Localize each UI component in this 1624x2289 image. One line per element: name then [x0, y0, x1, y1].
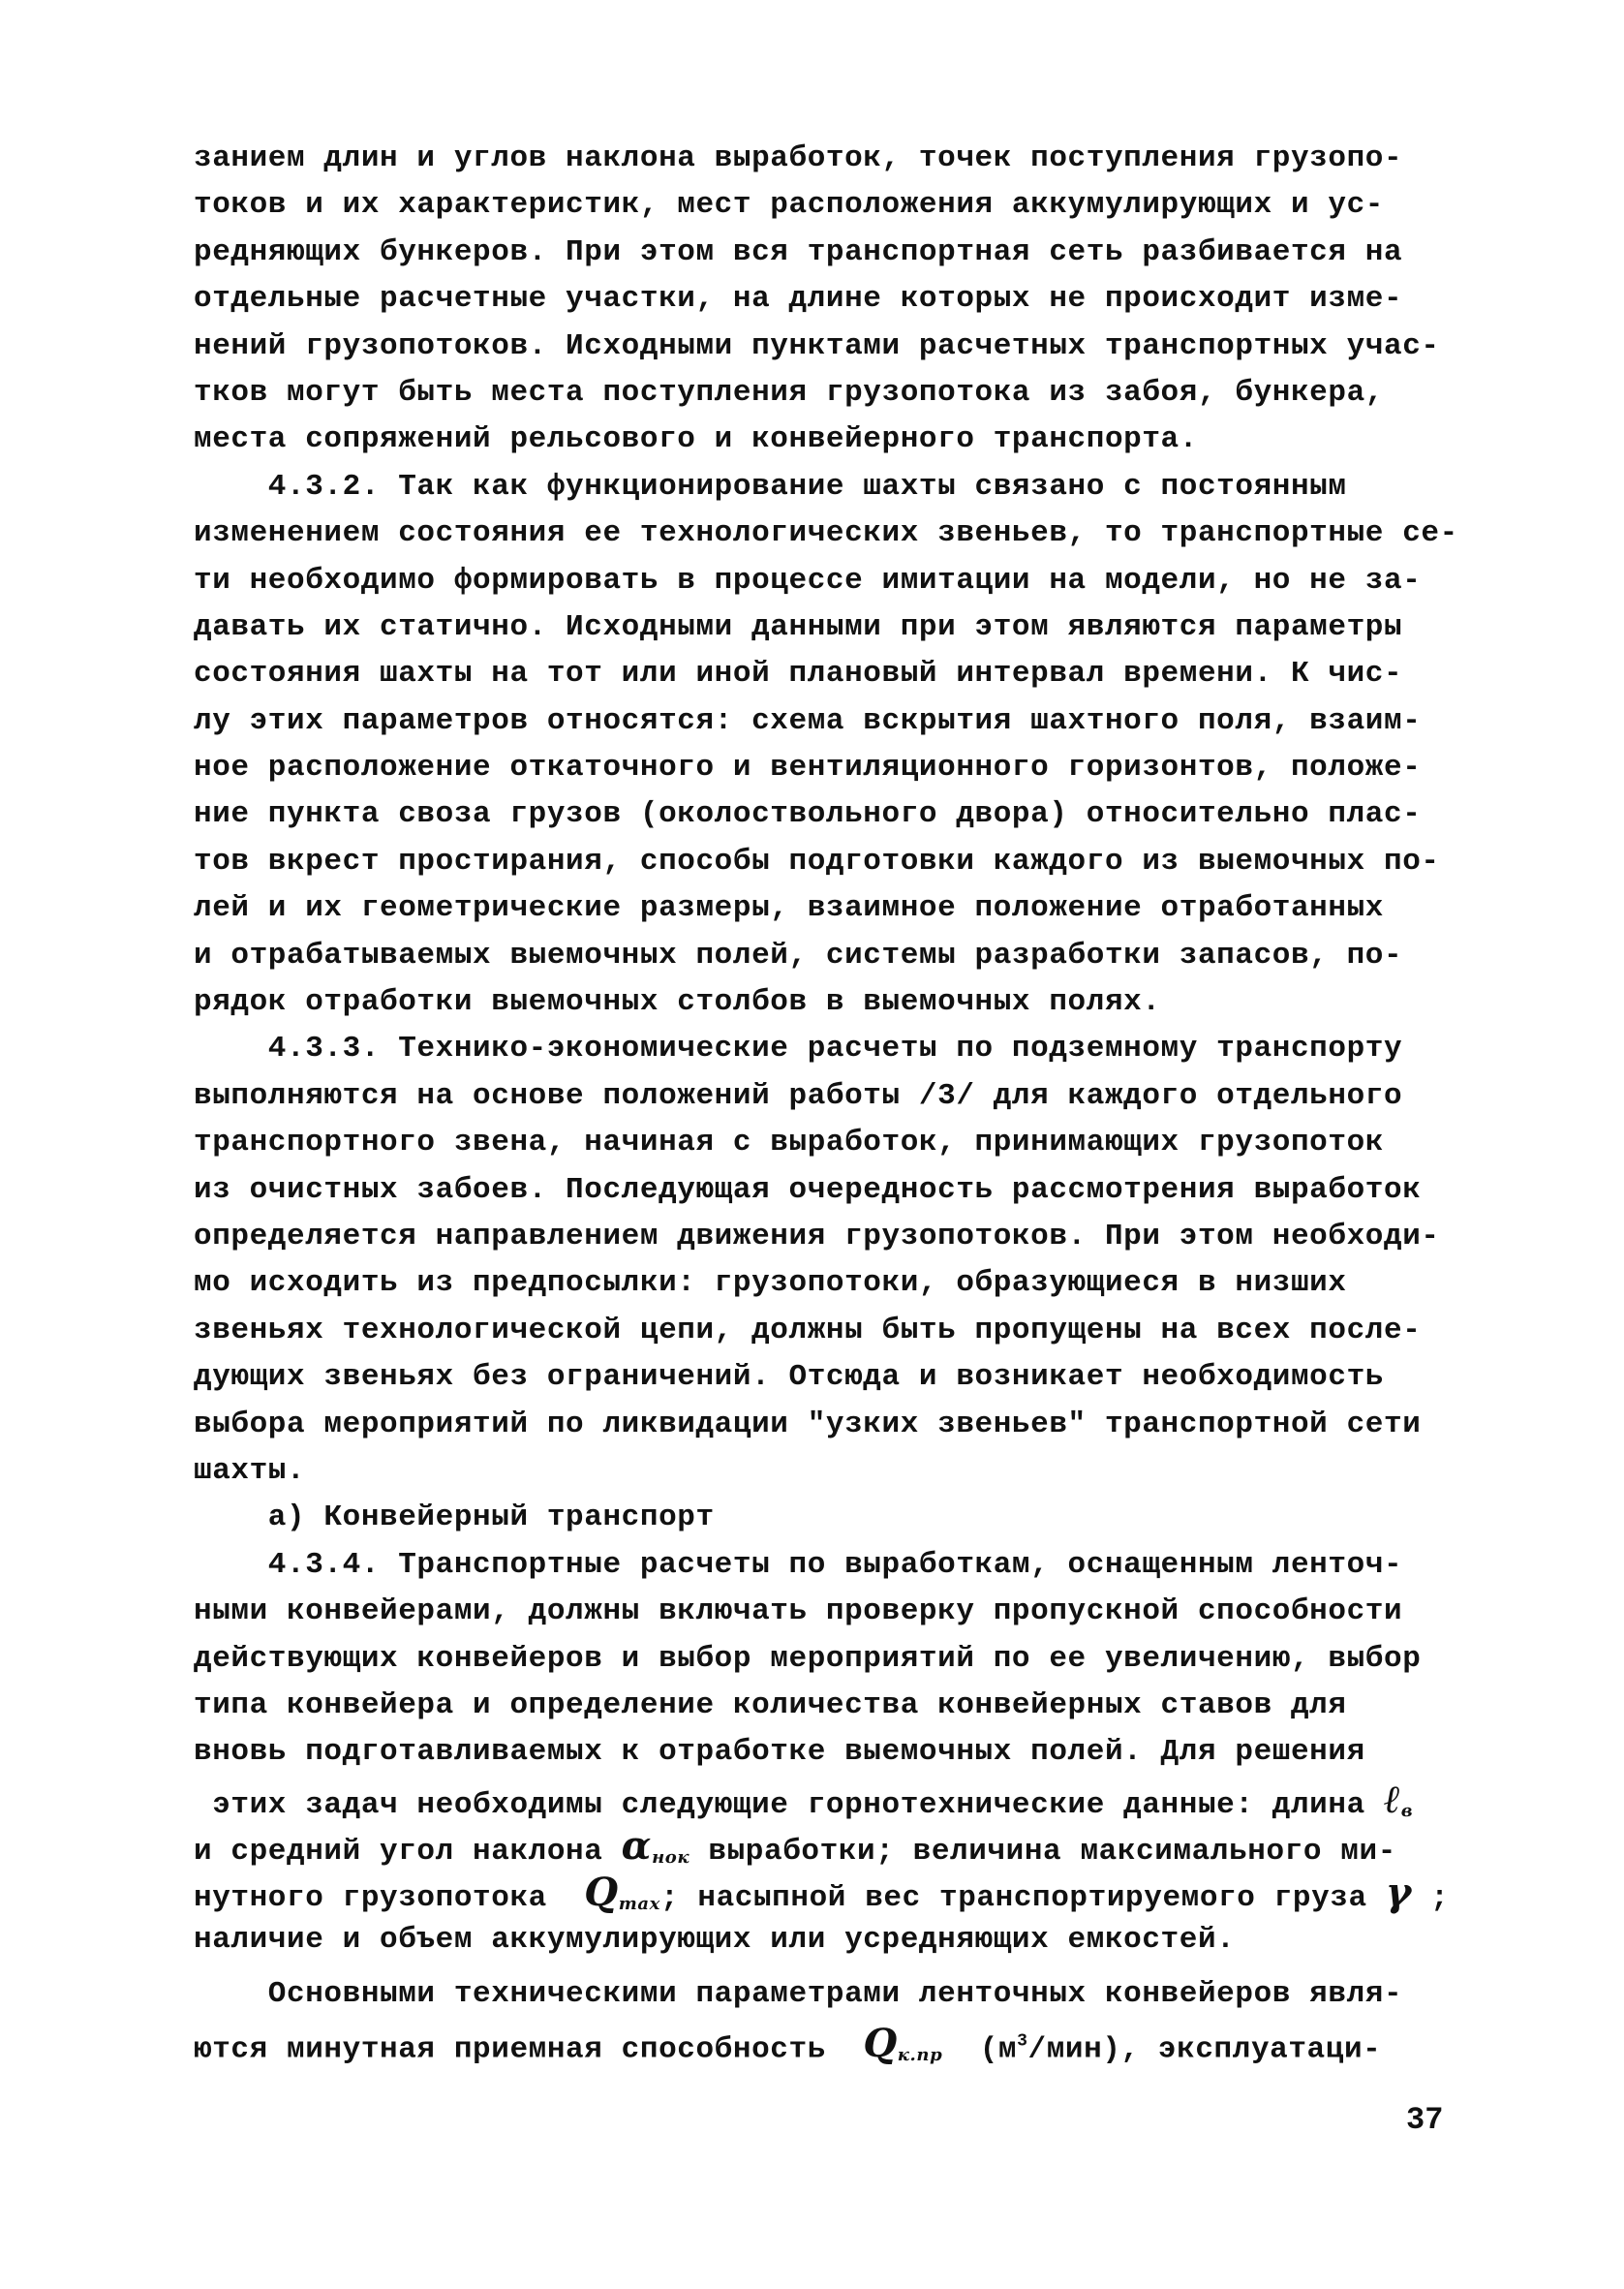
text-line — [194, 136, 1472, 182]
text-run: 4.3.4. Транспортные расчеты по выработкам, оснащенным ленточ- — [194, 1547, 1403, 1582]
text-run: токов и их характеристик, мест расположения аккумулирующих и ус- — [194, 188, 1384, 223]
text-line — [194, 1448, 1472, 1495]
text-run: а) Конвейерный транспорт — [194, 1500, 715, 1535]
text-line — [194, 1167, 1472, 1214]
text-run: редняющих бункеров. При этом вся транспортная сеть разбивается на — [194, 234, 1403, 269]
text-run: мо исходить из предпосылки: грузопотоки, образующиеся в низших — [194, 1266, 1347, 1301]
text-run: этих задач необходимы следующие горнотехнические данные: длина — [194, 1787, 1384, 1822]
text-run: состояния шахты на тот или иной плановый интервал времени. К чис- — [194, 657, 1403, 692]
text-run: Основными техническими параметрами ленточных конвейеров явля- — [194, 1977, 1403, 2012]
text-run: выбора мероприятий по ликвидации "узких звеньев" транспортной сети — [194, 1407, 1422, 1441]
text-run: звеньях технологической цепи, должны быть пропущены на всех после- — [194, 1313, 1422, 1347]
text-line — [194, 1683, 1472, 1729]
text-run: и отрабатываемых выемочных полей, системы разработки запасов, по- — [194, 938, 1403, 973]
text-line — [194, 510, 1472, 557]
text-run: ются минутная приемная способность — [194, 2031, 864, 2066]
text-line — [194, 2019, 1472, 2065]
text-run: типа конвейера и определение количества конвейерных ставов для — [194, 1687, 1347, 1722]
text-run: (м — [942, 2031, 1018, 2066]
text-line — [194, 558, 1472, 604]
text-line — [194, 1823, 1472, 1870]
formula-symbol: $\alpha_{нок}$ — [621, 1823, 690, 1870]
text-line — [194, 1260, 1472, 1307]
text-line — [194, 324, 1472, 370]
text-run: места сопряжений рельсового и конвейерного транспорта. — [194, 422, 1198, 457]
text-run: ными конвейерами, должны включать проверку пропускной способности — [194, 1594, 1403, 1629]
text-line — [194, 1214, 1472, 1260]
text-run: дующих звеньях без ограничений. Отсюда и возникает необходимость — [194, 1360, 1384, 1395]
text-line — [194, 839, 1472, 885]
text-line — [194, 1354, 1472, 1401]
page-number: 37 — [1406, 2102, 1444, 2138]
text-line — [194, 1971, 1472, 2018]
text-line — [194, 370, 1472, 417]
text-line — [194, 1308, 1472, 1354]
document-body — [194, 136, 1472, 2065]
text-line — [194, 1026, 1472, 1072]
text-run: изменением состояния ее технологических звеньев, то транспортные се- — [194, 516, 1458, 551]
formula-symbol: $Q_{к.пр}$ — [863, 2020, 943, 2066]
text-run: ное расположение откаточного и вентиляционного горизонтов, положе- — [194, 751, 1422, 786]
text-run: ние пункта своза грузов (околоствольного двора) относительно плас- — [194, 797, 1422, 832]
text-line — [194, 276, 1472, 323]
text-line — [194, 791, 1472, 838]
text-line — [194, 230, 1472, 276]
text-line — [194, 1495, 1472, 1541]
text-line — [194, 1870, 1472, 1916]
text-line — [194, 182, 1472, 229]
text-run: тков могут быть места поступления грузопотока из забоя, бункера, — [194, 375, 1384, 410]
text-run: из очистных забоев. Последующая очередность рассмотрения выработок — [194, 1172, 1422, 1207]
text-run: шахты. — [194, 1453, 306, 1488]
text-line — [194, 1729, 1472, 1776]
text-run: рядок отработки выемочных столбов в выемочных полях. — [194, 985, 1161, 1020]
text-run: вновь подготавливаемых к отработке выемочных полей. Для решения — [194, 1735, 1365, 1770]
text-line — [194, 979, 1472, 1026]
superscript: 3 — [1017, 2031, 1028, 2052]
text-run: выработки; величина максимального ми- — [689, 1835, 1396, 1870]
text-run: /мин), эксплуатаци- — [1027, 2031, 1382, 2066]
formula-symbol: γ — [1385, 1870, 1412, 1916]
text-line — [194, 464, 1472, 510]
text-line — [194, 1917, 1472, 1964]
text-run: определяется направлением движения грузопотоков. При этом необходи- — [194, 1219, 1440, 1253]
text-line — [194, 1636, 1472, 1683]
text-run: давать их статично. Исходными данными при этом являются параметры — [194, 609, 1403, 644]
text-run: действующих конвейеров и выбор мероприятий по ее увеличению, выбор — [194, 1641, 1422, 1676]
text-run: отдельные расчетные участки, на длине которых не происходит изме- — [194, 282, 1403, 317]
text-line — [194, 933, 1472, 979]
text-run: нений грузопотоков. Исходными пунктами расчетных транспортных учас- — [194, 328, 1440, 363]
text-run: 4.3.3. Технико-экономические расчеты по подземному транспорту — [194, 1032, 1403, 1067]
text-run: и средний угол наклона — [194, 1835, 622, 1870]
text-run: ; — [1411, 1881, 1450, 1916]
text-run: ; насыпной вес транспортируемого груза — [659, 1881, 1386, 1916]
text-line — [194, 885, 1472, 932]
text-line — [194, 604, 1472, 651]
text-run: ти необходимо формировать в процессе имитации на модели, но не за- — [194, 563, 1422, 598]
formula-symbol: $Q_{max}$ — [584, 1870, 660, 1916]
text-run: лу этих параметров относятся: схема вскрытия шахтного поля, взаим- — [194, 703, 1422, 738]
text-line — [194, 1402, 1472, 1448]
text-run: наличие и объем аккумулирующих или усредняющих емкостей. — [194, 1922, 1236, 1957]
text-run: транспортного звена, начиная с выработок, принимающих грузопоток — [194, 1126, 1384, 1160]
text-line — [194, 417, 1472, 463]
formula-symbol: ℓ$_в$ — [1384, 1776, 1414, 1822]
text-line — [194, 651, 1472, 697]
text-line — [194, 1542, 1472, 1589]
text-line — [194, 1073, 1472, 1120]
text-run: 4.3.2. Так как функционирование шахты связано с постоянным — [194, 469, 1347, 504]
text-line — [194, 1120, 1472, 1166]
text-line — [194, 745, 1472, 791]
text-line — [194, 1589, 1472, 1635]
text-run: занием длин и углов наклона выработок, точек поступления грузопо- — [194, 141, 1403, 175]
text-run: тов вкрест простирания, способы подготовки каждого из выемочных по- — [194, 844, 1440, 879]
text-run: нутного грузопотока — [194, 1881, 585, 1916]
paragraph-gap — [194, 1964, 1472, 1971]
text-line — [194, 1777, 1472, 1823]
text-line — [194, 698, 1472, 745]
text-run: выполняются на основе положений работы /3/ для каждого отдельного — [194, 1078, 1403, 1113]
text-run: лей и их геометрические размеры, взаимное положение отработанных — [194, 891, 1384, 926]
